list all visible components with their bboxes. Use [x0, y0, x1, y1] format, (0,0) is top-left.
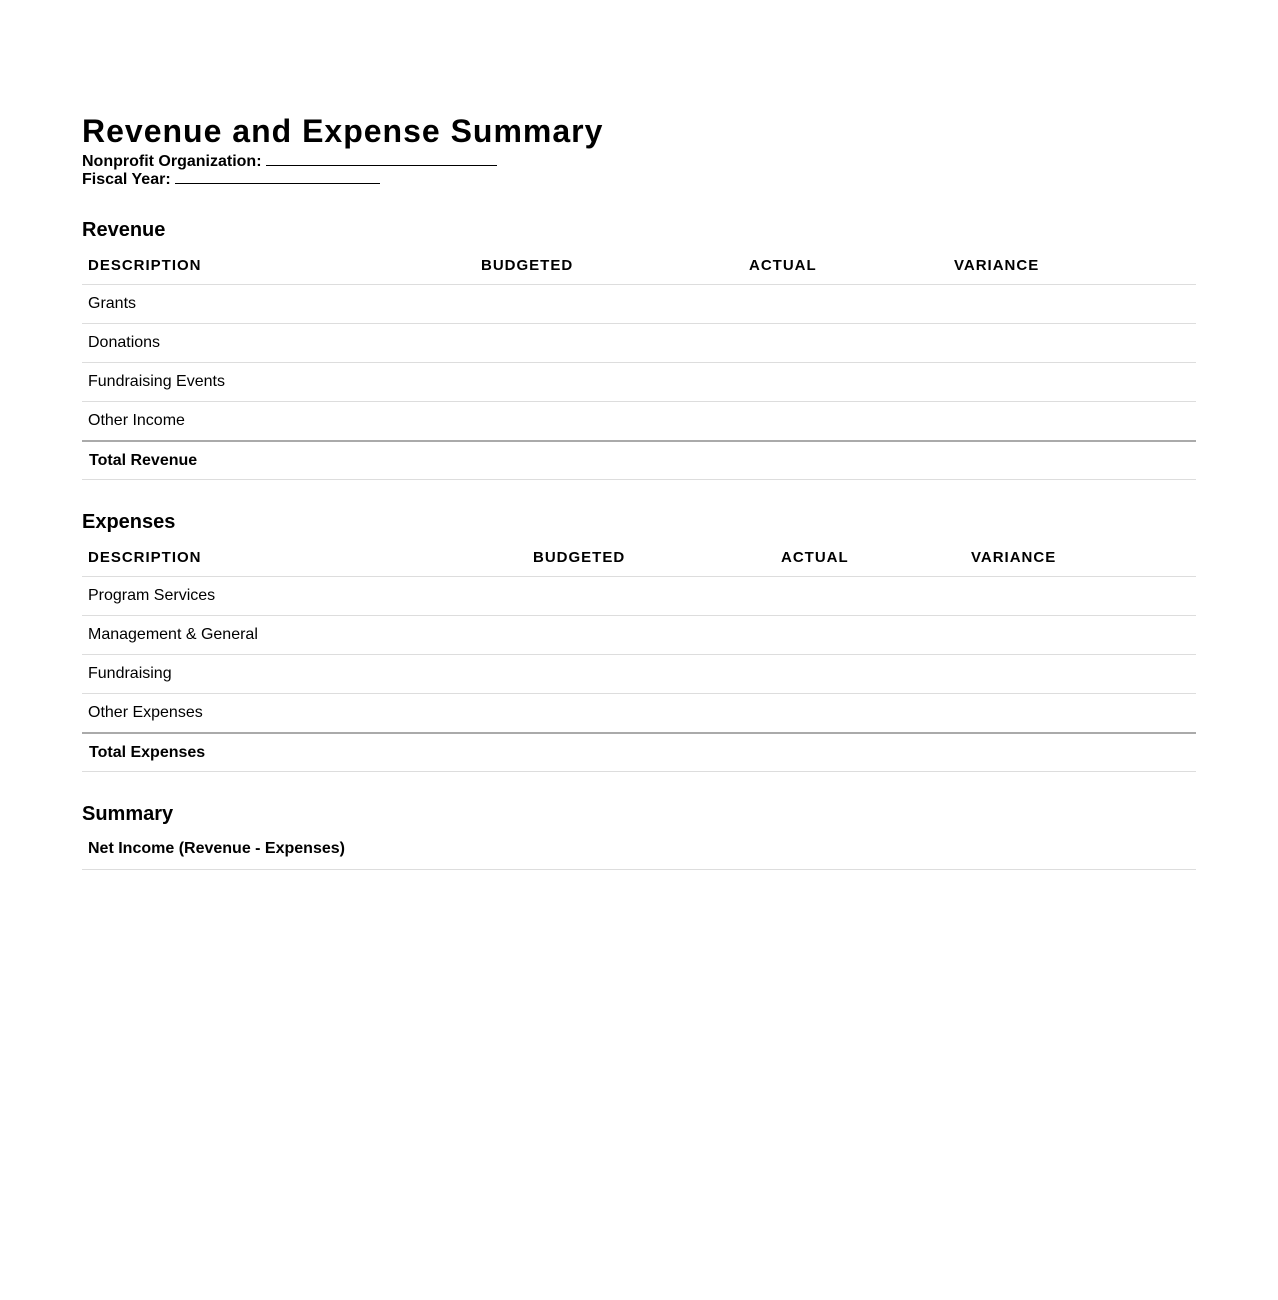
row-description: Grants [82, 285, 475, 324]
budgeted-cell[interactable] [475, 363, 743, 402]
variance-cell[interactable] [948, 285, 1196, 324]
summary-heading: Summary [82, 803, 174, 825]
revenue-col-description: DESCRIPTION [82, 246, 475, 285]
table-row [82, 363, 1196, 402]
net-income-row [82, 828, 1196, 870]
organization-label: Nonprofit Organization: [82, 153, 262, 170]
row-description: Donations [82, 324, 475, 363]
organization-blank[interactable] [266, 152, 497, 166]
row-description: Fundraising [82, 655, 527, 694]
total-actual-cell[interactable] [743, 441, 948, 480]
variance-cell[interactable] [965, 694, 1196, 734]
actual-cell[interactable] [743, 324, 948, 363]
fiscal-year-label: Fiscal Year: [82, 171, 171, 188]
total-revenue-label: Total Revenue [82, 441, 475, 480]
row-description: Other Expenses [82, 694, 527, 734]
expenses-col-budgeted: BUDGETED [527, 538, 775, 577]
table-row [82, 616, 1196, 655]
total-variance-cell[interactable] [948, 441, 1196, 480]
actual-cell[interactable] [775, 655, 965, 694]
actual-cell[interactable] [775, 616, 965, 655]
row-description: Other Income [82, 402, 475, 442]
expenses-col-variance: VARIANCE [965, 538, 1196, 577]
revenue-heading: Revenue [82, 219, 166, 241]
table-row [82, 655, 1196, 694]
variance-cell[interactable] [965, 616, 1196, 655]
actual-cell[interactable] [743, 363, 948, 402]
variance-cell[interactable] [948, 363, 1196, 402]
budgeted-cell[interactable] [527, 577, 775, 616]
budgeted-cell[interactable] [527, 616, 775, 655]
variance-cell[interactable] [965, 655, 1196, 694]
actual-cell[interactable] [775, 694, 965, 734]
revenue-col-variance: VARIANCE [948, 246, 1196, 285]
variance-cell[interactable] [965, 577, 1196, 616]
organization-line [82, 152, 1196, 170]
actual-cell[interactable] [743, 402, 948, 442]
table-row [82, 324, 1196, 363]
total-actual-cell[interactable] [775, 733, 965, 772]
revenue-col-budgeted: BUDGETED [475, 246, 743, 285]
total-expenses-label: Total Expenses [82, 733, 527, 772]
total-revenue-row [82, 441, 1196, 480]
table-row [82, 694, 1196, 734]
expenses-col-description: DESCRIPTION [82, 538, 527, 577]
table-row [82, 285, 1196, 324]
net-income-label: Net Income (Revenue - Expenses) [88, 840, 345, 857]
variance-cell[interactable] [948, 324, 1196, 363]
table-row [82, 577, 1196, 616]
fiscal-year-blank[interactable] [175, 170, 380, 184]
actual-cell[interactable] [775, 577, 965, 616]
total-budgeted-cell[interactable] [475, 441, 743, 480]
variance-cell[interactable] [948, 402, 1196, 442]
expenses-table [82, 538, 1196, 772]
actual-cell[interactable] [743, 285, 948, 324]
total-variance-cell[interactable] [965, 733, 1196, 772]
revenue-col-actual: ACTUAL [743, 246, 948, 285]
row-description: Management & General [82, 616, 527, 655]
expenses-heading: Expenses [82, 511, 176, 533]
budgeted-cell[interactable] [527, 655, 775, 694]
total-budgeted-cell[interactable] [527, 733, 775, 772]
revenue-table [82, 246, 1196, 480]
revenue-header-row [82, 246, 1196, 285]
budgeted-cell[interactable] [475, 402, 743, 442]
budgeted-cell[interactable] [527, 694, 775, 734]
row-description: Program Services [82, 577, 527, 616]
total-expenses-row [82, 733, 1196, 772]
budgeted-cell[interactable] [475, 324, 743, 363]
document-page [82, 110, 1196, 870]
expenses-header-row [82, 538, 1196, 577]
table-row [82, 402, 1196, 442]
row-description: Fundraising Events [82, 363, 475, 402]
expenses-col-actual: ACTUAL [775, 538, 965, 577]
fiscal-year-line [82, 170, 1196, 188]
page-title: Revenue and Expense Summary [82, 113, 604, 149]
budgeted-cell[interactable] [475, 285, 743, 324]
